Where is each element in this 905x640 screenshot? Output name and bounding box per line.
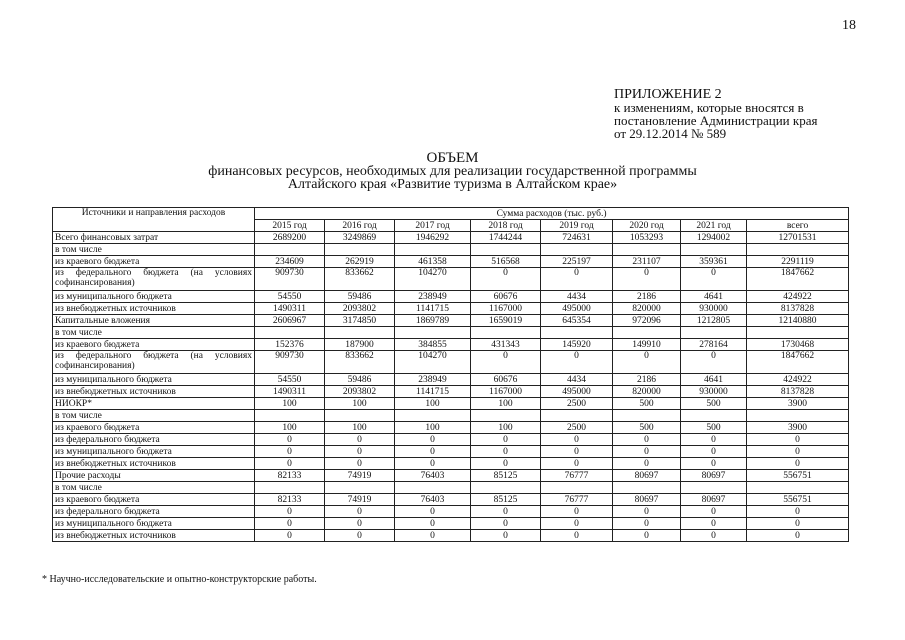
row-label: из внебюджетных источников [53, 458, 255, 470]
cell-value [325, 482, 395, 494]
cell-value: 2093802 [325, 303, 395, 315]
cell-value [255, 410, 325, 422]
row-label: из внебюджетных источников [53, 303, 255, 315]
cell-value [681, 244, 747, 256]
cell-value [613, 410, 681, 422]
cell-value: 556751 [747, 470, 849, 482]
table-row [53, 494, 849, 506]
cell-value: 0 [471, 458, 541, 470]
cell-value: 80697 [613, 494, 681, 506]
cell-value: 820000 [613, 386, 681, 398]
cell-value [471, 410, 541, 422]
appendix-line: к изменениям, которые вносятся в [614, 100, 804, 115]
cell-value: 0 [681, 458, 747, 470]
cell-value: 2500 [541, 398, 613, 410]
cell-value: 238949 [395, 374, 471, 386]
cell-value [747, 410, 849, 422]
row-label: из федерального бюджета [53, 506, 255, 518]
cell-value: 1490311 [255, 386, 325, 398]
row-label: НИОКР* [53, 398, 255, 410]
year-header: всего [747, 220, 849, 232]
title-line: Алтайского края «Развитие туризма в Алтайском крае» [287, 177, 618, 192]
cell-value: 0 [325, 446, 395, 458]
cell-value: 1212805 [681, 315, 747, 327]
cell-value: 145920 [541, 339, 613, 351]
row-label: из внебюджетных источников [53, 386, 255, 398]
cell-value [325, 327, 395, 339]
cell-value: 85125 [471, 470, 541, 482]
cell-value [471, 327, 541, 339]
table-row [53, 303, 849, 315]
cell-value: 0 [325, 458, 395, 470]
cell-value: 930000 [681, 303, 747, 315]
row-label: Всего финансовых затрат [53, 232, 255, 244]
cell-value: 0 [471, 506, 541, 518]
cell-value: 100 [325, 422, 395, 434]
title-line: финансовых ресурсов, необходимых для реализации государственной программы [208, 164, 697, 179]
cell-value: 0 [613, 458, 681, 470]
appendix-block [614, 88, 874, 140]
cell-value: 516568 [471, 256, 541, 268]
table-row [53, 268, 849, 291]
year-header: 2019 год [541, 220, 613, 232]
cell-value [681, 410, 747, 422]
row-label: из краевого бюджета [53, 494, 255, 506]
cell-value: 1490311 [255, 303, 325, 315]
cell-value [681, 327, 747, 339]
cell-value: 0 [613, 446, 681, 458]
cell-value: 0 [471, 446, 541, 458]
cell-value: 74919 [325, 470, 395, 482]
document-title [0, 152, 905, 191]
row-label: из муниципального бюджета [53, 518, 255, 530]
cell-value: 424922 [747, 291, 849, 303]
cell-value: 0 [255, 434, 325, 446]
cell-value [325, 410, 395, 422]
page-number: 18 [842, 18, 856, 33]
table-row [53, 434, 849, 446]
cell-value: 12140880 [747, 315, 849, 327]
table-row [53, 422, 849, 434]
cell-value: 2606967 [255, 315, 325, 327]
cell-value: 187900 [325, 339, 395, 351]
footnote: * Научно-исследовательские и опытно-конструкторские работы. [42, 574, 317, 585]
cell-value: 384855 [395, 339, 471, 351]
cell-value: 359361 [681, 256, 747, 268]
cell-value: 12701531 [747, 232, 849, 244]
cell-value [395, 482, 471, 494]
cell-value: 80697 [681, 470, 747, 482]
table-row [53, 386, 849, 398]
cell-value [747, 327, 849, 339]
budget-body [53, 232, 849, 542]
cell-value: 0 [541, 268, 613, 291]
cell-value: 1946292 [395, 232, 471, 244]
cell-value: 4641 [681, 374, 747, 386]
table-row [53, 232, 849, 244]
year-header: 2020 год [613, 220, 681, 232]
cell-value: 0 [613, 268, 681, 291]
cell-value: 0 [471, 518, 541, 530]
table-row [53, 244, 849, 256]
cell-value: 0 [255, 530, 325, 542]
cell-value: 930000 [681, 386, 747, 398]
cell-value: 262919 [325, 256, 395, 268]
cell-value [541, 327, 613, 339]
year-header: 2021 год [681, 220, 747, 232]
cell-value: 80697 [613, 470, 681, 482]
cell-value [255, 327, 325, 339]
table-row [53, 351, 849, 374]
year-header: 2018 год [471, 220, 541, 232]
cell-value: 0 [681, 518, 747, 530]
table-row [53, 291, 849, 303]
cell-value [471, 244, 541, 256]
cell-value [255, 244, 325, 256]
cell-value: 0 [395, 506, 471, 518]
header-sum: Сумма расходов (тыс. руб.) [255, 208, 849, 220]
cell-value: 820000 [613, 303, 681, 315]
row-label: в том числе [53, 327, 255, 339]
cell-value: 431343 [471, 339, 541, 351]
cell-value: 76777 [541, 494, 613, 506]
cell-value: 100 [471, 398, 541, 410]
cell-value: 0 [541, 446, 613, 458]
table-row [53, 374, 849, 386]
cell-value [747, 482, 849, 494]
cell-value: 152376 [255, 339, 325, 351]
cell-value: 4434 [541, 291, 613, 303]
cell-value: 0 [747, 530, 849, 542]
cell-value: 100 [255, 398, 325, 410]
cell-value: 0 [325, 434, 395, 446]
cell-value: 2689200 [255, 232, 325, 244]
cell-value: 85125 [471, 494, 541, 506]
header-source: Источники и направления расходов [53, 208, 255, 232]
cell-value: 1167000 [471, 303, 541, 315]
cell-value: 76403 [395, 494, 471, 506]
year-header: 2015 год [255, 220, 325, 232]
row-label: из федерального бюджета [53, 434, 255, 446]
cell-value: 0 [747, 434, 849, 446]
cell-value [395, 244, 471, 256]
row-label: Капитальные вложения [53, 315, 255, 327]
cell-value: 100 [325, 398, 395, 410]
row-label: из внебюджетных источников [53, 530, 255, 542]
cell-value: 0 [395, 458, 471, 470]
cell-value: 0 [541, 458, 613, 470]
cell-value: 225197 [541, 256, 613, 268]
row-label: в том числе [53, 410, 255, 422]
cell-value: 1730468 [747, 339, 849, 351]
row-label: в том числе [53, 482, 255, 494]
budget-table [52, 207, 849, 542]
table-row [53, 530, 849, 542]
table-row [53, 327, 849, 339]
cell-value: 100 [395, 422, 471, 434]
cell-value: 0 [681, 530, 747, 542]
cell-value [255, 482, 325, 494]
cell-value [613, 244, 681, 256]
cell-value: 59486 [325, 374, 395, 386]
cell-value: 8137828 [747, 386, 849, 398]
cell-value: 238949 [395, 291, 471, 303]
cell-value: 2500 [541, 422, 613, 434]
cell-value: 0 [541, 351, 613, 374]
cell-value [747, 244, 849, 256]
cell-value: 0 [471, 530, 541, 542]
cell-value: 0 [541, 506, 613, 518]
row-label: в том числе [53, 244, 255, 256]
row-label: из муниципального бюджета [53, 291, 255, 303]
cell-value: 0 [395, 434, 471, 446]
table-row [53, 398, 849, 410]
appendix-title: ПРИЛОЖЕНИЕ 2 [614, 87, 722, 102]
cell-value: 424922 [747, 374, 849, 386]
cell-value: 0 [255, 458, 325, 470]
cell-value: 909730 [255, 268, 325, 291]
cell-value: 104270 [395, 268, 471, 291]
cell-value: 234609 [255, 256, 325, 268]
table-row [53, 518, 849, 530]
cell-value: 0 [541, 518, 613, 530]
cell-value: 278164 [681, 339, 747, 351]
table-row [53, 256, 849, 268]
cell-value [541, 244, 613, 256]
cell-value: 0 [471, 268, 541, 291]
cell-value: 0 [681, 506, 747, 518]
cell-value: 724631 [541, 232, 613, 244]
cell-value: 1141715 [395, 386, 471, 398]
cell-value: 1847662 [747, 351, 849, 374]
year-header: 2016 год [325, 220, 395, 232]
cell-value: 4641 [681, 291, 747, 303]
cell-value: 80697 [681, 494, 747, 506]
cell-value: 0 [541, 530, 613, 542]
cell-value: 0 [747, 518, 849, 530]
row-label: из краевого бюджета [53, 256, 255, 268]
table-row [53, 339, 849, 351]
cell-value: 4434 [541, 374, 613, 386]
cell-value: 76403 [395, 470, 471, 482]
cell-value: 231107 [613, 256, 681, 268]
cell-value: 0 [255, 518, 325, 530]
cell-value: 0 [681, 446, 747, 458]
cell-value: 3249869 [325, 232, 395, 244]
table-row [53, 315, 849, 327]
cell-value: 0 [255, 506, 325, 518]
cell-value: 0 [471, 434, 541, 446]
cell-value: 60676 [471, 291, 541, 303]
cell-value: 500 [681, 422, 747, 434]
cell-value: 2093802 [325, 386, 395, 398]
cell-value: 0 [395, 446, 471, 458]
cell-value: 0 [613, 518, 681, 530]
cell-value: 0 [395, 518, 471, 530]
cell-value: 0 [613, 351, 681, 374]
cell-value: 500 [613, 398, 681, 410]
cell-value: 0 [681, 351, 747, 374]
cell-value: 3174850 [325, 315, 395, 327]
cell-value: 0 [613, 506, 681, 518]
row-label: из федерального бюджета (на условиях софинансирования) [53, 351, 255, 374]
cell-value: 972096 [613, 315, 681, 327]
cell-value: 0 [325, 530, 395, 542]
cell-value: 0 [613, 530, 681, 542]
cell-value: 0 [255, 446, 325, 458]
row-label: из федерального бюджета (на условиях софинансирования) [53, 268, 255, 291]
cell-value [325, 244, 395, 256]
cell-value: 645354 [541, 315, 613, 327]
cell-value [613, 327, 681, 339]
cell-value: 0 [681, 268, 747, 291]
cell-value: 2186 [613, 374, 681, 386]
cell-value: 461358 [395, 256, 471, 268]
cell-value [541, 482, 613, 494]
cell-value: 59486 [325, 291, 395, 303]
cell-value: 833662 [325, 351, 395, 374]
cell-value: 1167000 [471, 386, 541, 398]
cell-value: 82133 [255, 494, 325, 506]
appendix-line: постановление Администрации края [614, 113, 818, 128]
cell-value: 495000 [541, 386, 613, 398]
cell-value: 76777 [541, 470, 613, 482]
cell-value: 500 [681, 398, 747, 410]
cell-value: 500 [613, 422, 681, 434]
cell-value: 54550 [255, 374, 325, 386]
cell-value: 3900 [747, 398, 849, 410]
cell-value: 0 [747, 506, 849, 518]
cell-value: 0 [681, 434, 747, 446]
cell-value: 8137828 [747, 303, 849, 315]
row-label: из муниципального бюджета [53, 374, 255, 386]
cell-value: 1847662 [747, 268, 849, 291]
cell-value: 0 [395, 530, 471, 542]
cell-value: 74919 [325, 494, 395, 506]
cell-value: 495000 [541, 303, 613, 315]
cell-value: 2291119 [747, 256, 849, 268]
cell-value: 909730 [255, 351, 325, 374]
cell-value: 100 [395, 398, 471, 410]
cell-value: 0 [541, 434, 613, 446]
cell-value [471, 482, 541, 494]
table-row [53, 482, 849, 494]
row-label: из муниципального бюджета [53, 446, 255, 458]
row-label: Прочие расходы [53, 470, 255, 482]
cell-value [541, 410, 613, 422]
cell-value: 556751 [747, 494, 849, 506]
cell-value: 100 [255, 422, 325, 434]
cell-value: 0 [613, 434, 681, 446]
row-label: из краевого бюджета [53, 339, 255, 351]
year-header: 2017 год [395, 220, 471, 232]
cell-value: 1053293 [613, 232, 681, 244]
cell-value: 149910 [613, 339, 681, 351]
cell-value: 833662 [325, 268, 395, 291]
title-main: ОБЪЕМ [426, 150, 479, 166]
cell-value: 3900 [747, 422, 849, 434]
cell-value: 1141715 [395, 303, 471, 315]
cell-value: 0 [747, 458, 849, 470]
cell-value: 1744244 [471, 232, 541, 244]
cell-value: 0 [325, 506, 395, 518]
cell-value: 1294002 [681, 232, 747, 244]
cell-value [395, 327, 471, 339]
cell-value: 54550 [255, 291, 325, 303]
cell-value [613, 482, 681, 494]
cell-value: 104270 [395, 351, 471, 374]
table-row [53, 458, 849, 470]
cell-value: 0 [747, 446, 849, 458]
cell-value: 2186 [613, 291, 681, 303]
cell-value: 60676 [471, 374, 541, 386]
cell-value: 0 [325, 518, 395, 530]
table-row [53, 470, 849, 482]
cell-value [395, 410, 471, 422]
cell-value: 1869789 [395, 315, 471, 327]
row-label: из краевого бюджета [53, 422, 255, 434]
cell-value [681, 482, 747, 494]
cell-value: 1659019 [471, 315, 541, 327]
cell-value: 82133 [255, 470, 325, 482]
table-row [53, 410, 849, 422]
table-row [53, 446, 849, 458]
appendix-line: от 29.12.2014 № 589 [614, 126, 727, 141]
cell-value: 0 [471, 351, 541, 374]
cell-value: 100 [471, 422, 541, 434]
table-row [53, 506, 849, 518]
